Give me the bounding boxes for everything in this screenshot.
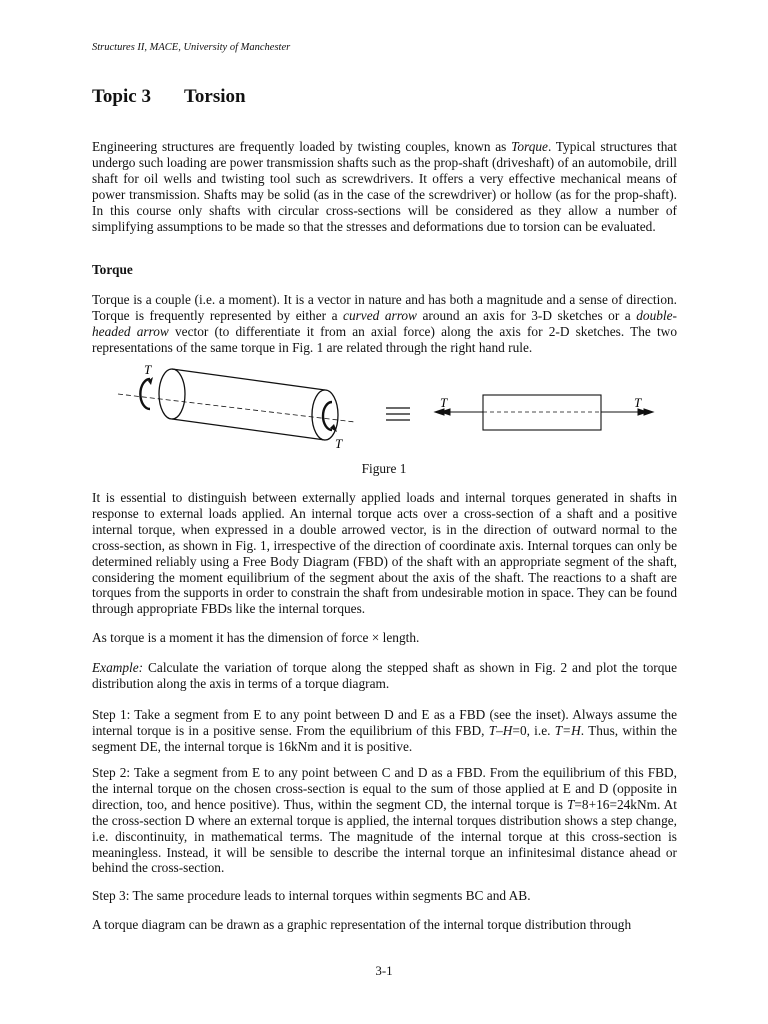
torque-term-2: double-headed arrow (92, 307, 677, 339)
bar-2d (483, 395, 601, 430)
step-1-paragraph (92, 707, 677, 755)
intro-paragraph (92, 139, 677, 234)
torque-text-3: vector (to differentiate it from an axial force) along the axis for 2-D sketches. The two representations of the same torque in Fig. 1 are related through the right hand rule. (92, 323, 677, 355)
internal-torque-paragraph: It is essential to distinguish between externally applied loads and internal torques generated in shafts in response to external loads applied. An internal torque acts over a cross-section of a shaft and a positive internal torque, when expressed in a double arrowed vector, is in the direction of outward normal to the cross-section, as shown in Fig. 1, irrespective of the direction of coordinate axis. Internal torques can only be determined reliably using a Free Body Diagram (FBD) of the shaft with an appropriate segment of the shaft, considering the moment equilibrium of the segment about the axis of the shaft. The reactions to a shaft are torques from the supports in order to constrain the shaft from undesirable motion in space. They can be found through appropriate FBDs like the internal torques. (92, 490, 677, 617)
step-1-eq-1: T–H (488, 722, 513, 738)
label-t-bottom: T (335, 436, 343, 451)
equivalence-sign (386, 408, 410, 420)
torque-text-1: Torque is a couple (i.e. a moment). It is a vector in nature and has both a magnitude and a sense of direction. Torque is frequently represented by either a (92, 292, 677, 323)
running-header: Structures II, MACE, University of Manchester (92, 42, 291, 53)
topic-number: Topic 3 (92, 86, 151, 107)
label-t-right: T (634, 395, 642, 410)
intro-text-1: Engineering structures are frequently loaded by twisting couples, known as (92, 139, 512, 154)
label-t-top: T (144, 362, 152, 377)
example-text: Calculate the variation of torque along the stepped shaft as shown in Fig. 2 and plot the torque distribution along the axis in terms of a torque diagram. (92, 660, 677, 691)
example-label: Example: (92, 660, 144, 675)
step-1-text-a: Step 1: Take a segment from E to any point between D and E as a FBD (see the inset). Always assume the internal torque is in a positive sense. From the equilibrium of this FBD, (92, 707, 677, 738)
curved-arrow-left (140, 379, 150, 409)
figure-1-caption: Figure 1 (361, 461, 407, 476)
example-paragraph (92, 660, 677, 692)
dimension-paragraph: As torque is a moment it has the dimension of force × length. (92, 630, 420, 645)
cylinder-3d (159, 369, 338, 440)
torque-term-1: curved arrow (343, 307, 417, 323)
step-1-text-c: . Thus, within the segment DE, the internal torque is 16kNm and it is positive. (92, 722, 677, 754)
intro-term: Torque (511, 139, 548, 154)
figure-1-diagram (100, 362, 660, 452)
torque-heading: Torque (92, 262, 133, 277)
label-t-left: T (440, 395, 448, 410)
torque-paragraph (92, 292, 677, 356)
double-arrow-right (601, 409, 653, 415)
torque-diagram-paragraph: A torque diagram can be drawn as a graphic representation of the internal torque distribution through (92, 917, 632, 932)
step-1-text-b: =0, i.e. (512, 722, 555, 738)
page-title (92, 86, 246, 108)
step-3-paragraph: Step 3: The same procedure leads to internal torques within segments BC and AB. (92, 888, 531, 903)
torque-text-2: around an axis for 3-D sketches or a (416, 307, 637, 323)
intro-text-2: . Typical structures that undergo such loading are power transmission shafts such as the prop-shaft (driveshaft) of an automobile, drill shaft for oil wells and twisting tool such as screwdrivers. It offers a very effective mechanical means of power transmission. Shafts may be solid (as in the case of the screwdriver) or hollow (as for the prop-shaft). In this course only shafts with circular cross-sections will be considered as they allow a number of simplifying assumptions to be made so that the stresses and deformations due to torsion can be evaluated. (92, 139, 678, 234)
topic-name: Torsion (184, 86, 246, 107)
step-2-text-b: =8+16=24kNm. At the cross-section D where an external torque is applied, the internal torques distribution shows a step change, i.e. discontinuity, in mathematical terms. The magnitude of the internal torque at this cross-section is meaningless. Instead, it will be sensible to describe the internal torque an infinitesimal distance ahead or behind the cross-section. (92, 796, 677, 876)
step-2-paragraph (92, 765, 677, 876)
step-1-eq-2: T=H (554, 722, 581, 738)
page-number: 3-1 (375, 963, 393, 978)
step-2-var: T (566, 796, 575, 812)
step-2-text-a: Step 2: Take a segment from E to any point between C and D as a FBD. From the equilibrium of this FBD, the internal torque on the chosen cross-section is equal to the sum of those applied at E and D (opposite in direction, too, and hence positive). Thus, within the segment CD, the internal torque is (92, 765, 677, 812)
